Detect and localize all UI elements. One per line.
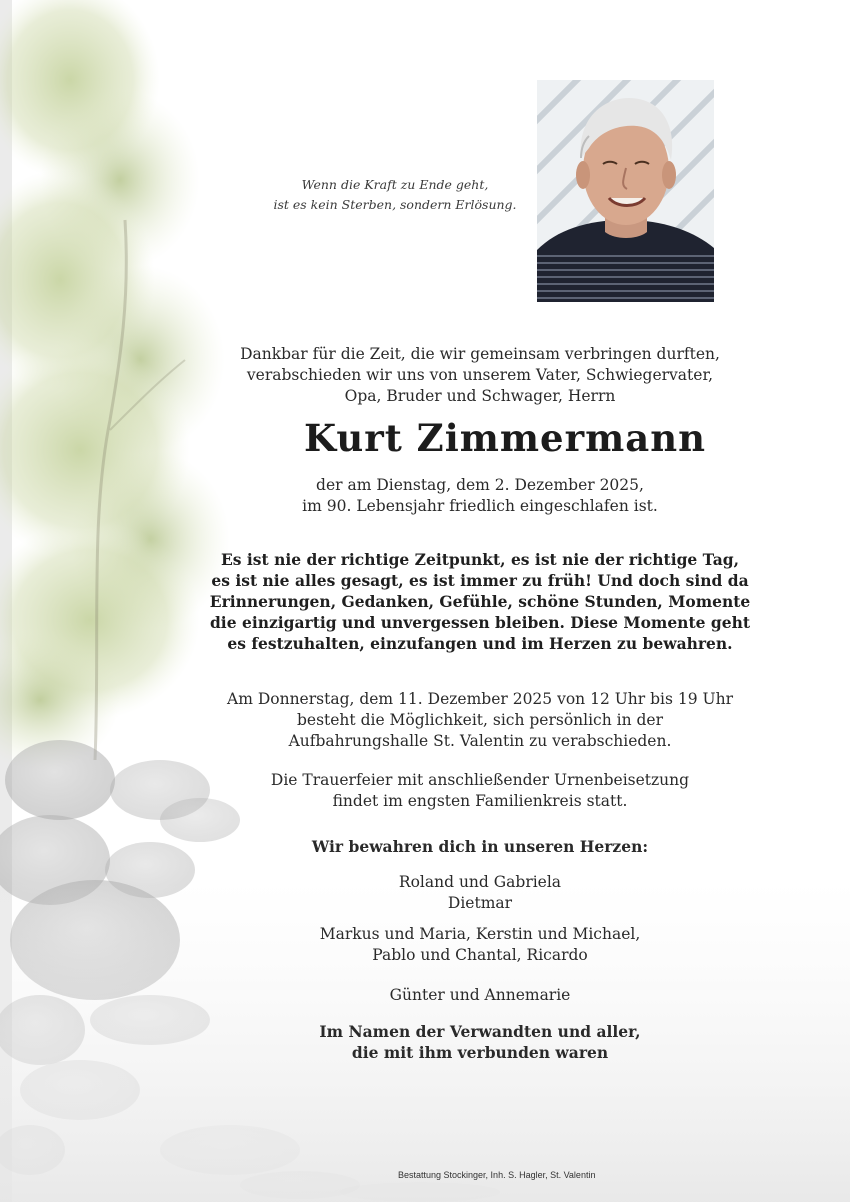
family-group: [200, 985, 760, 1006]
viewing-line: besteht die Möglichkeit, sich persönlich in der: [296, 711, 664, 729]
poem: [200, 549, 760, 654]
family-line: Pablo und Chantal, Ricardo: [372, 946, 588, 964]
family-group: [200, 872, 760, 914]
death-notice: [200, 475, 760, 517]
death-line: im 90. Lebensjahr friedlich eingeschlafen ist.: [302, 497, 658, 515]
intro-line: verabschieden wir uns von unserem Vater, Schwiegervater,: [246, 366, 714, 384]
intro-line: Dankbar für die Zeit, die wir gemeinsam verbringen durften,: [240, 345, 720, 363]
family-line: Günter und Annemarie: [389, 986, 571, 1004]
death-line: der am Dienstag, dem 2. Dezember 2025,: [316, 476, 644, 494]
funeral-home-footer: Bestattung Stockinger, Inh. S. Hagler, St. Valentin: [398, 1170, 596, 1180]
portrait-photo: [537, 80, 714, 302]
closing-line: die mit ihm verbunden waren: [351, 1043, 609, 1062]
poem-line: Es ist nie der richtige Zeitpunkt, es ist nie der richtige Tag,: [220, 550, 740, 569]
closing-text: [200, 1021, 760, 1063]
intro-line: Opa, Bruder und Schwager, Herrn: [344, 387, 616, 405]
quote: [250, 175, 540, 215]
viewing-info: [200, 689, 760, 752]
quote-line: Wenn die Kraft zu Ende geht,: [301, 177, 489, 192]
poem-line: es festzuhalten, einzufangen und im Herzen zu bewahren.: [227, 634, 733, 653]
intro-text: [200, 344, 760, 407]
poem-line: Erinnerungen, Gedanken, Gefühle, schöne Stunden, Momente: [209, 592, 751, 611]
poem-line: es ist nie alles gesagt, es ist immer zu früh! Und doch sind da: [211, 571, 749, 590]
family-group: [200, 924, 760, 966]
family-line: Markus und Maria, Kerstin und Michael,: [319, 925, 641, 943]
family-line: Dietmar: [447, 894, 513, 912]
viewing-line: Am Donnerstag, dem 11. Dezember 2025 von 12 Uhr bis 19 Uhr: [227, 690, 733, 708]
funeral-info: [200, 770, 760, 812]
quote-line: ist es kein Sterben, sondern Erlösung.: [273, 197, 517, 212]
deceased-name: Kurt Zimmermann: [303, 416, 707, 460]
family-line: Roland und Gabriela: [398, 873, 562, 891]
funeral-line: findet im engsten Familienkreis statt.: [332, 792, 628, 810]
viewing-line: Aufbahrungshalle St. Valentin zu verabschieden.: [288, 732, 672, 750]
funeral-line: Die Trauerfeier mit anschließender Urnenbeisetzung: [270, 771, 690, 789]
mourners-heading: Wir bewahren dich in unseren Herzen:: [311, 837, 649, 856]
poem-line: die einzigartig und unvergessen bleiben. Diese Momente geht: [209, 613, 751, 632]
closing-line: Im Namen der Verwandten und aller,: [319, 1022, 641, 1041]
